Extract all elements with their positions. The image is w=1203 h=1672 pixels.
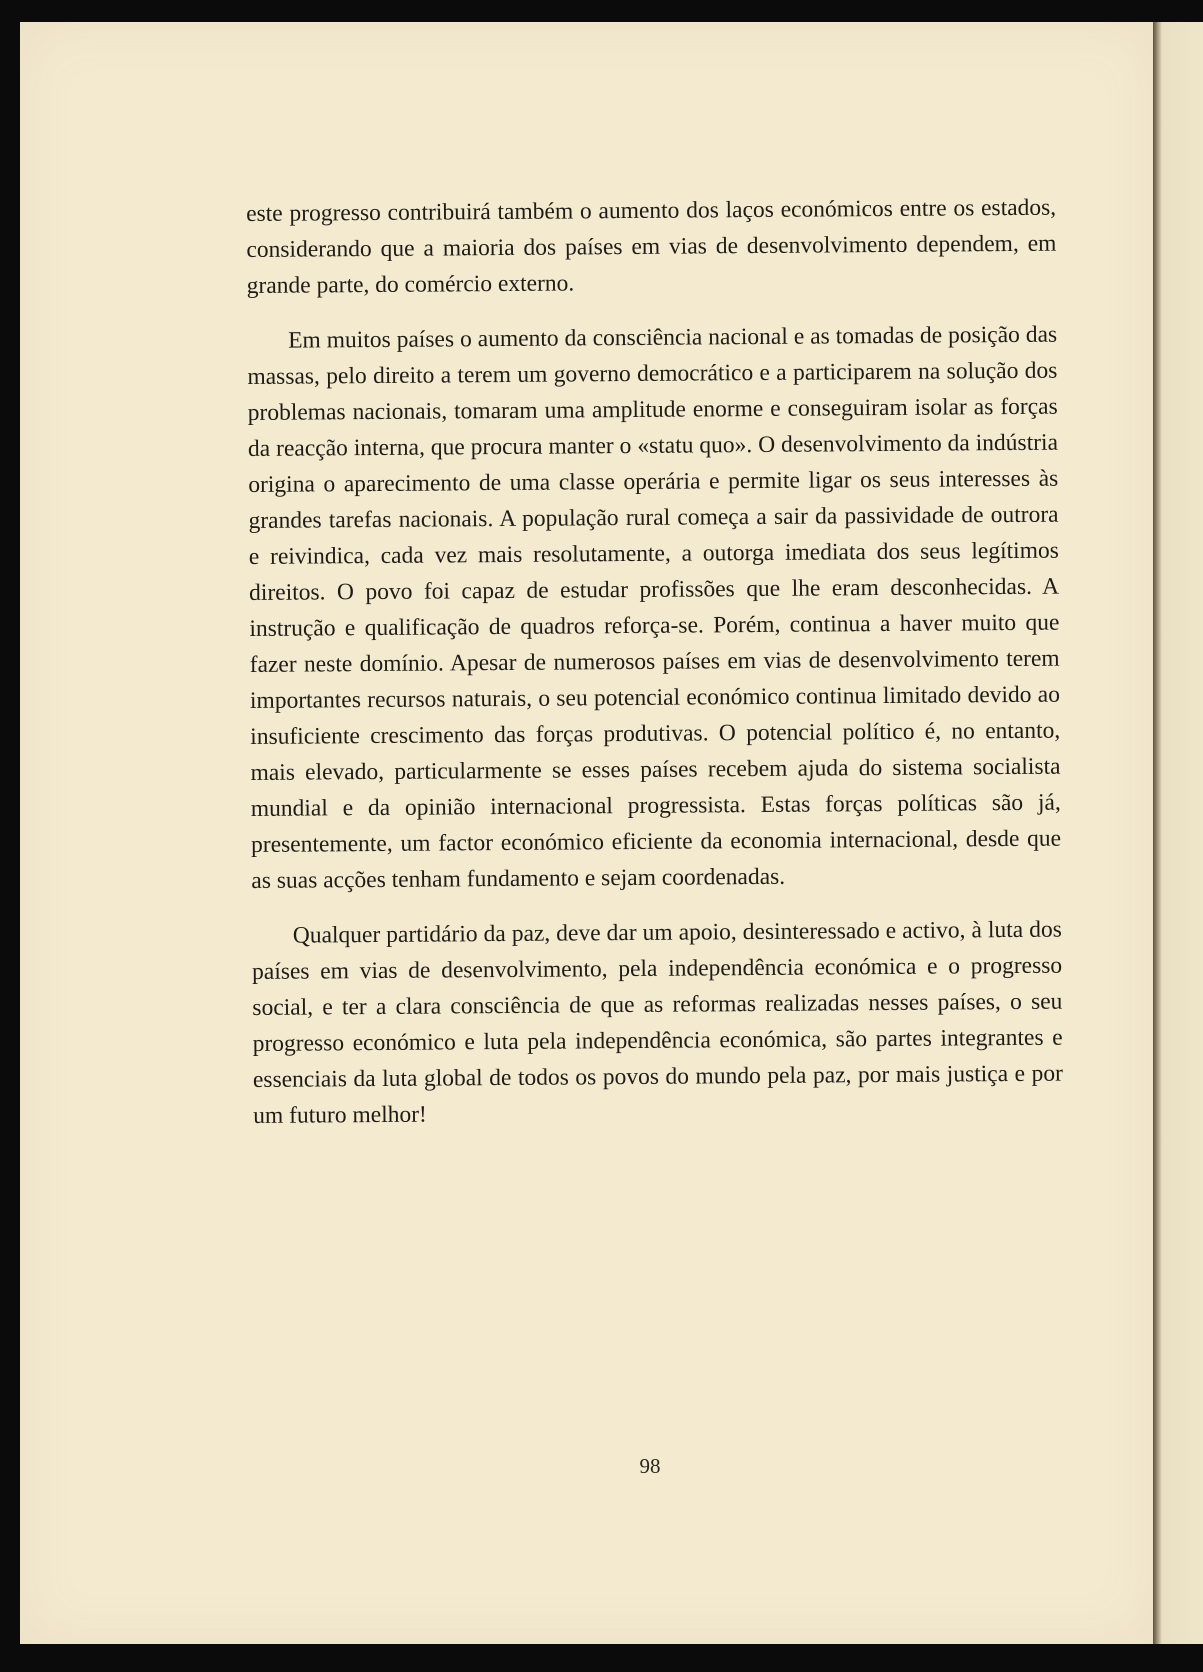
page-number: 98: [639, 1454, 661, 1478]
body-text: [246, 190, 1063, 1153]
paragraph-national-consciousness: Em muitos países o aumento da consciência nacional e as tomadas de posição das massas, pelo direito a terem um governo democrático e a participarem na solução dos problemas nacionais, tomaram uma amplitude enorme e conseguiram isolar as forças da reacção interna, que procura manter o «statu quo». O desenvolvimento da indústria origina o aparecimento de uma classe operária e permite ligar os seus interesses às grandes tarefas nacionais. A população rural começa a sair da passividade de outrora e reivindica, cada vez mais resolutamente, a outorga imediata dos seus legítimos direitos. O povo foi capaz de estudar profissões que lhe eram desconhecidas. A instrução e qualificação de quadros reforça-se. Porém, continua a haver muito que fazer neste domínio. Apesar de numerosos países em vias de desenvolvimento terem importantes recursos naturais, o seu potencial económico continua limitado devido ao insuficiente crescimento das forças produtivas. O potencial político é, no entanto, mais elevado, particularmente se esses países recebem ajuda do sistema socialista mundial e da opinião internacional progressista. Estas forças políticas são já, presentemente, um factor económico eficiente da economia internacional, desde que as suas acções tenham fundamento e sejam coordenadas.: [247, 321, 1062, 894]
book-page-edge: [1153, 22, 1203, 1644]
paragraph-peace-support: Qualquer partidário da paz, deve dar um apoio, desinteressado e activo, à luta dos países em vias de desenvolvimento, pela independência económica e o progresso social, e ter a clara consciência de que as reformas realizadas nesses países, o seu progresso económico e luta pela independência económica, são partes integrantes e essenciais da luta global de todos os povos do mundo pela paz, por mais justiça e por um futuro melhor!: [251, 916, 1064, 1129]
paragraph-continuation: este progresso contribuirá também o aumento dos laços económicos entre os estados, considerando que a maioria dos países em vias de desenvolvimento dependem, em grande parte, do comércio externo.: [246, 194, 1057, 299]
